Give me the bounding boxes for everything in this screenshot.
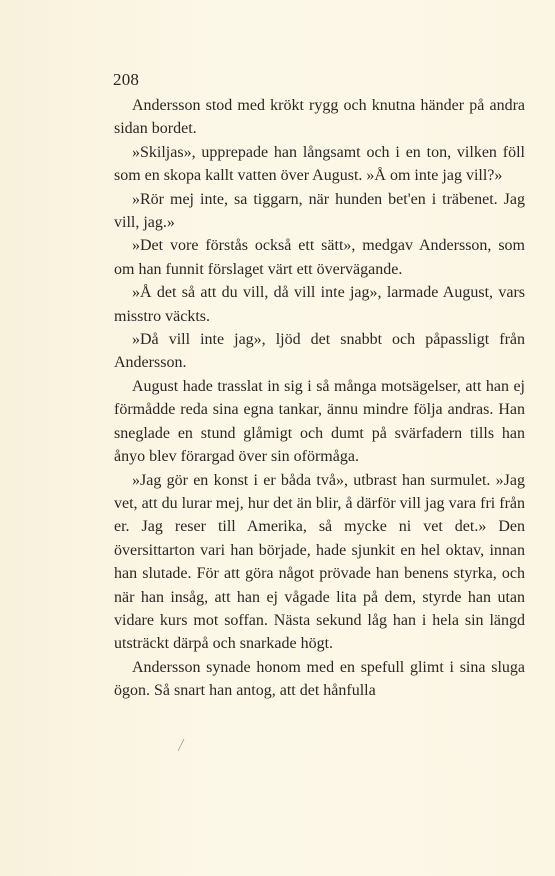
paragraph-4: »Det vore förstås också ett sätt», medgav Andersson, som om han funnit förslaget värt ett övervägande. bbox=[114, 237, 525, 278]
body-text bbox=[114, 94, 525, 703]
paragraph-8: »Jag gör en konst i er båda två», utbrast han surmulet. »Jag vet, att du lurar mej, hur det än blir, å därför vill jag vara fri från er. Jag reser till Amerika, så mycke ni vet det.» Den översittarton vari han började, hade sjunkit en hel oktav, innan han slutade. För att göra något prövade han benens styrka, och när han insåg, att han ej vågade lita på dem, styrde han utan vidare kurs mot soffan. Nästa sekund låg han i hela sin längd utsträckt därpå och snarkade högt. bbox=[114, 471, 525, 653]
paragraph-3: »Rör mej inte, sa tiggarn, när hunden bet'en i träbenet. Jag vill, jag.» bbox=[114, 190, 525, 232]
paragraph-9: Andersson synade honom med en spefull glimt i sina sluga ögon. Så snart han antog, att det hånfulla bbox=[114, 658, 525, 700]
paragraph-7: August hade trasslat in sig i så många motsägelser, att han ej förmådde reda sina egna tankar, ännu mindre följa andras. Han sneglade en stund glåmigt och dumt på svärfadern tills han ånyo blev förargad över sin oförmåga. bbox=[114, 377, 525, 466]
paragraph-1: Andersson stod med krökt rygg och knutna händer på andra sidan bordet. bbox=[114, 97, 525, 138]
paragraph-2: »Skiljas», upprepade han långsamt och i en ton, vilken föll som en skopa kallt vatten över August. »Å om inte jag vill?» bbox=[114, 143, 525, 185]
pencil-mark bbox=[176, 738, 186, 752]
page-number: 208 bbox=[113, 70, 140, 89]
paragraph-6: »Då vill inte jag», ljöd det snabbt och påpassligt från Andersson. bbox=[114, 331, 525, 372]
paragraph-5: »Å det så att du vill, då vill inte jag», larmade August, vars misstro väckts. bbox=[114, 284, 525, 325]
